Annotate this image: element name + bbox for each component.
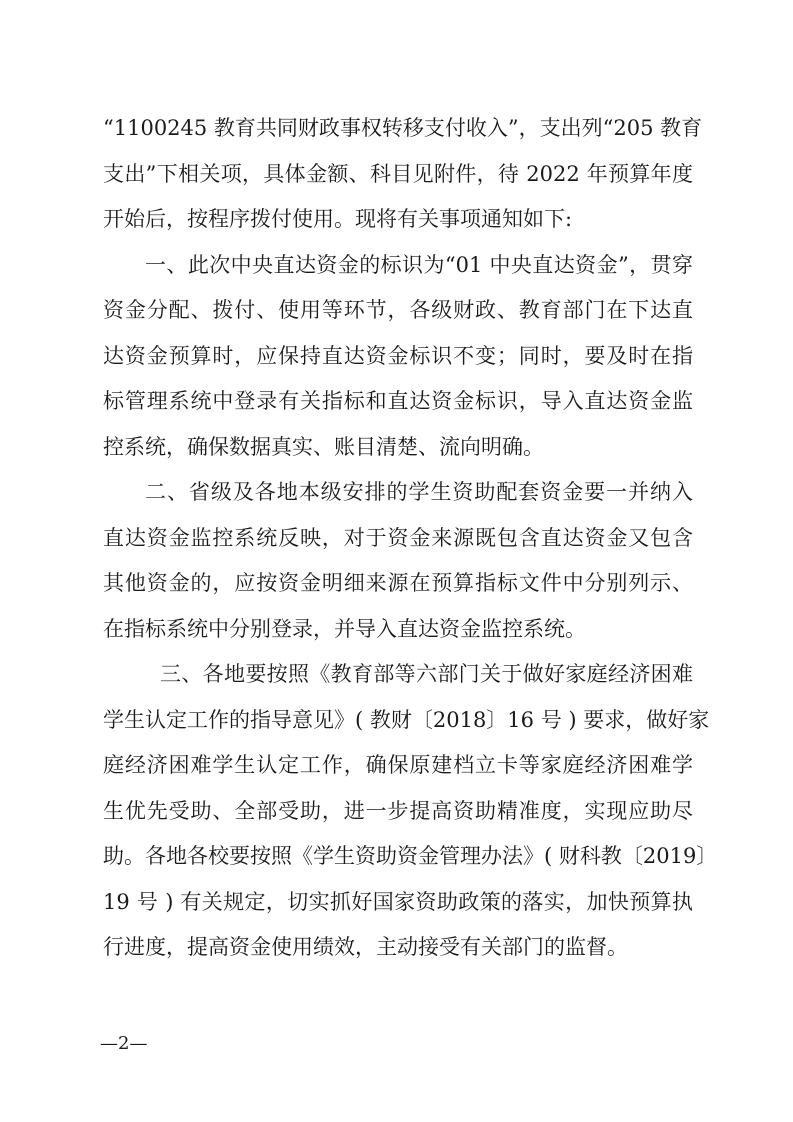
paragraph-line: 开始后，按程序拨付使用。现将有关事项通知如下: [103, 207, 573, 231]
paragraph-line: 资金分配、拨付、使用等环节，各级财政、教育部门在下达直 [103, 298, 693, 322]
paragraph-line: 一、此次中央直达资金的标识为“01 中央直达资金”，贯穿 [145, 253, 693, 277]
paragraph-line: 庭经济困难学生认定工作，确保原建档立卡等家庭经济困难学 [103, 753, 693, 777]
paragraph-line: 二、省级及各地本级安排的学生资助配套资金要一并纳入 [145, 480, 693, 504]
paragraph-line: “1100245 教育共同财政事权转移支付收入”，支出列“205 教育 [103, 116, 703, 140]
paragraph-line: 支出”下相关项，具体金额、科目见附件，待 2022 年预算年度 [103, 162, 693, 186]
paragraph-line: 其他资金的，应按资金明细来源在预算指标文件中分别列示、 [103, 571, 693, 595]
paragraph-line: 学生认定工作的指导意见》( 教财〔2018〕16 号 ) 要求，做好家 [103, 708, 710, 732]
paragraph-line: 生优先受助、全部受助，进一步提高资助精准度，实现应助尽 [103, 799, 693, 823]
paragraph-line: 在指标系统中分别登录，并导入直达资金监控系统。 [103, 617, 586, 641]
paragraph-line: 助。各地各校要按照《学生资助资金管理办法》( 财科教〔2019〕 [103, 844, 718, 868]
paragraph-line: 达资金预算时，应保持直达资金标识不变；同时，要及时在指 [103, 344, 693, 368]
paragraph-line: 标管理系统中登录有关指标和直达资金标识，导入直达资金监 [103, 389, 693, 413]
paragraph-line: 直达资金监控系统反映，对于资金来源既包含直达资金又包含 [103, 526, 693, 550]
paragraph-line: 行进度，提高资金使用绩效，主动接受有关部门的监督。 [103, 935, 628, 959]
page-number: —2— [100, 1033, 148, 1054]
paragraph-line: 19 号 ) 有关规定，切实抓好国家资助政策的落实，加快预算执 [103, 890, 693, 914]
paragraph-line: 三、各地要按照《教育部等六部门关于做好家庭经济困难 [160, 662, 693, 686]
paragraph-line: 控系统，确保数据真实、账目清楚、流向明确。 [103, 435, 544, 459]
